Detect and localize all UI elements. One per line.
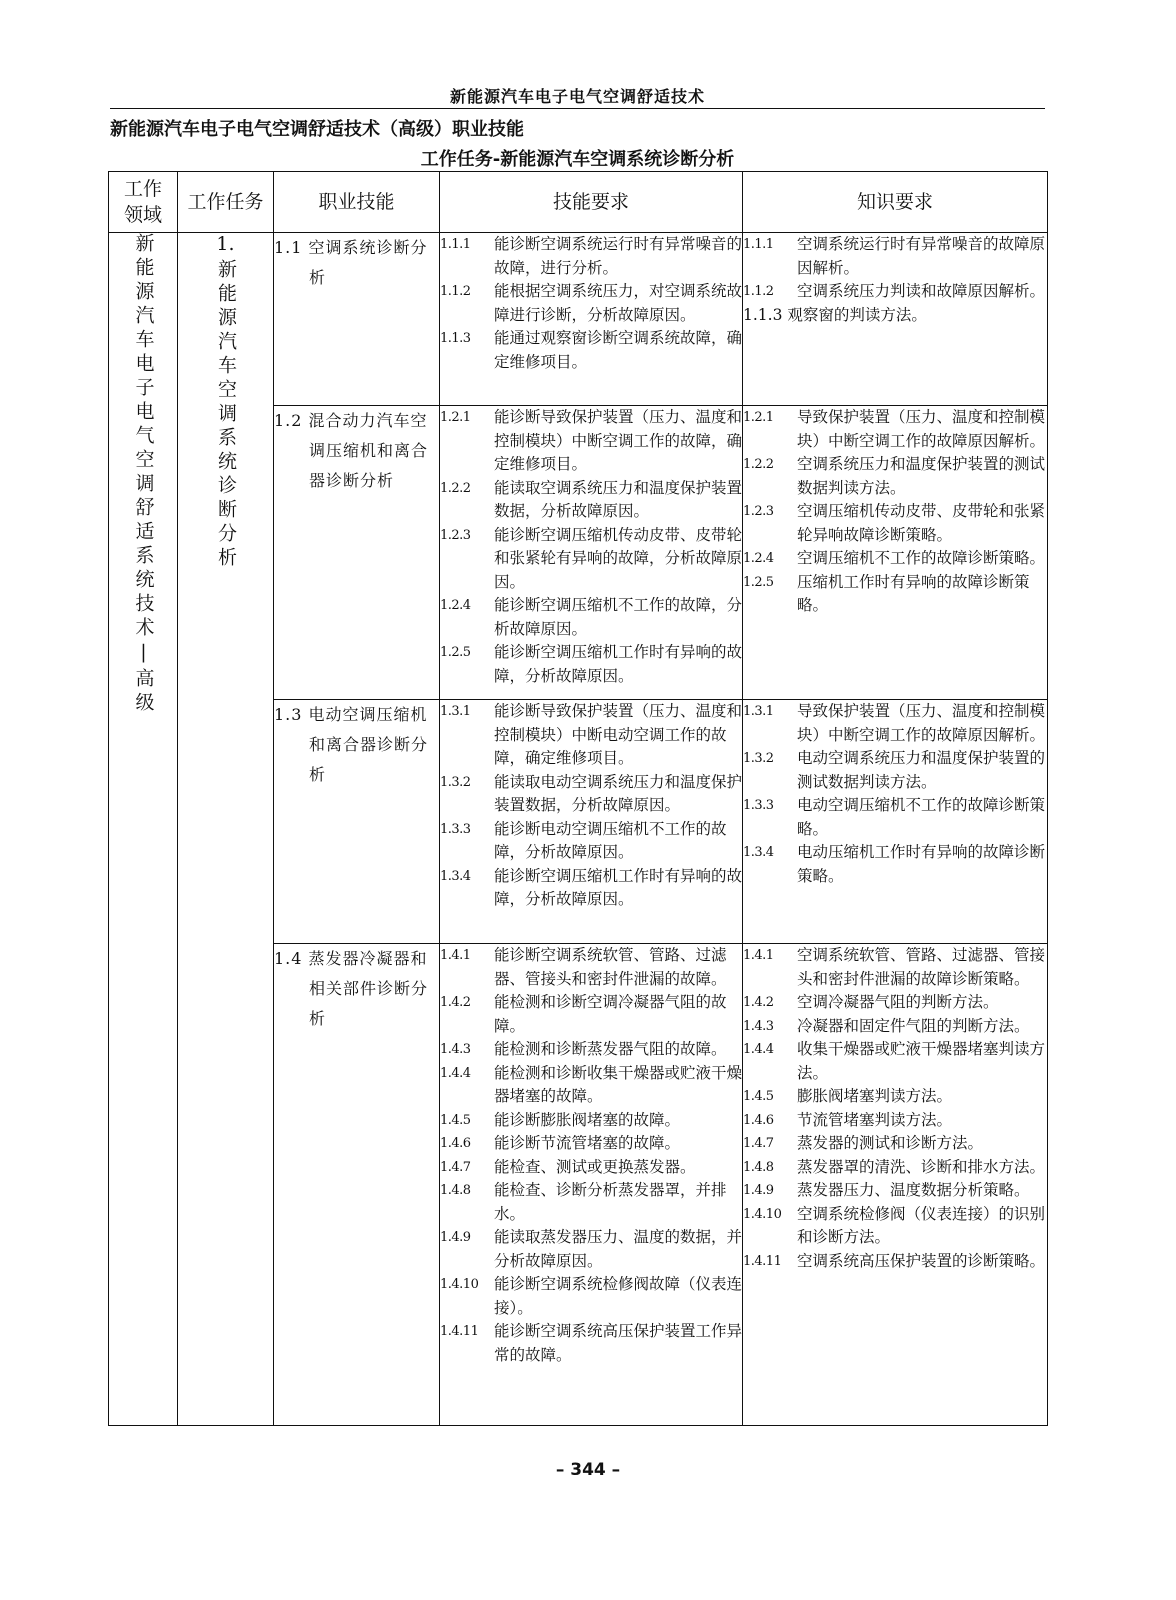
item-text: 能检查、诊断分析蒸发器罩，并排水。 <box>494 1181 727 1223</box>
skills-table <box>108 171 1048 1426</box>
knowledge-requirement-item <box>743 700 1047 747</box>
item-number: 1.4.9 <box>440 1230 471 1245</box>
item-number: 1.2.1 <box>743 410 774 425</box>
knowledge-requirement-item <box>743 991 1047 1015</box>
skill-requirement-item <box>440 641 742 688</box>
skill-requirement-item <box>440 477 742 524</box>
knowledge-requirement-item <box>743 1085 1047 1109</box>
item-number: 1.2.5 <box>440 645 471 660</box>
knowledge-requirements-cell <box>743 944 1048 1426</box>
header-skill: 职业技能 <box>274 172 440 233</box>
item-text: 能诊断空调压缩机不工作的故障，分析故障原因。 <box>494 596 743 638</box>
item-number: 1.3.3 <box>743 798 774 813</box>
item-number: 1.2.2 <box>743 457 774 472</box>
item-number: 1.2.4 <box>743 551 774 566</box>
item-text: 空调冷凝器气阻的判断方法。 <box>797 993 999 1011</box>
table-header-row <box>109 172 1048 233</box>
vocational-skill-text: 1.4 蒸发器冷凝器和相关部件诊断分析 <box>274 949 429 1028</box>
knowledge-requirement-item <box>743 1203 1047 1250</box>
knowledge-requirement-item <box>743 794 1047 841</box>
knowledge-requirement-item <box>743 233 1047 280</box>
item-number: 1.3.3 <box>440 821 471 837</box>
skill-requirement-item <box>440 280 742 327</box>
skill-requirement-item <box>440 327 742 374</box>
skill-requirement-item <box>440 1132 742 1156</box>
item-text: 电动空调系统压力和温度保护装置的测试数据判读方法。 <box>797 749 1046 791</box>
item-text: 空调系统高压保护装置的诊断策略。 <box>797 1251 1046 1270</box>
knowledge-requirement-item <box>743 547 1047 571</box>
item-text: 收集干燥器或贮液干燥器堵塞判读方法。 <box>797 1040 1046 1082</box>
header-skill-requirements: 技能要求 <box>440 172 743 233</box>
item-text: 能根据空调系统压力，对空调系统故障进行诊断，分析故障原因。 <box>494 282 743 324</box>
item-text: 能通过观察窗诊断空调系统故障，确定维修项目。 <box>494 329 743 371</box>
item-number: 1.4.8 <box>440 1183 471 1198</box>
vocational-skill-cell <box>274 233 440 406</box>
skill-requirement-item <box>440 700 742 771</box>
skill-requirement-item <box>440 1062 742 1109</box>
skill-requirement-item <box>440 524 742 595</box>
item-number: 1.4.4 <box>440 1065 471 1081</box>
skill-requirement-item <box>440 1156 742 1180</box>
knowledge-requirement-item <box>743 571 1047 618</box>
work-domain-cell <box>109 233 178 1426</box>
item-text: 压缩机工作时有异响的故障诊断策略。 <box>797 572 1030 614</box>
item-text: 能检查、测试或更换蒸发器。 <box>494 1157 696 1176</box>
item-number: 1.2.5 <box>743 574 774 590</box>
skill-requirement-item <box>440 1038 742 1062</box>
document-title: 新能源汽车电子电气空调舒适技术（高级）职业技能 <box>110 119 524 140</box>
item-text: 能读取空调系统压力和温度保护装置数据，分析故障原因。 <box>494 478 743 520</box>
item-number: 1.3.4 <box>743 845 774 860</box>
item-text: 能诊断导致保护装置（压力、温度和控制模块）中断电动空调工作的故障，确定维修项目。 <box>494 702 743 767</box>
item-text: 能诊断导致保护装置（压力、温度和控制模块）中断空调工作的故障，确定维修项目。 <box>494 408 743 473</box>
running-header: 新能源汽车电子电气空调舒适技术 <box>449 87 705 106</box>
knowledge-requirement-item <box>743 453 1047 500</box>
item-number: 1.4.10 <box>440 1277 479 1292</box>
header-rule <box>110 108 1045 109</box>
knowledge-requirement-item <box>743 1015 1047 1039</box>
item-text: 空调系统运行时有异常噪音的故障原因解析。 <box>797 235 1046 277</box>
item-number: 1.4.1 <box>743 948 774 963</box>
skill-requirement-item <box>440 233 742 280</box>
vocational-skill-text: 1.2 混合动力汽车空调压缩机和离合器诊断分析 <box>274 411 429 490</box>
item-text: 空调压缩机传动皮带、皮带轮和张紧轮异响故障诊断策略。 <box>797 502 1046 544</box>
item-text: 电动空调压缩机不工作的故障诊断策略。 <box>797 796 1046 838</box>
item-number: 1.4.4 <box>743 1042 774 1057</box>
item-text: 能检测和诊断蒸发器气阻的故障。 <box>494 1040 727 1058</box>
knowledge-requirement-item <box>743 1156 1047 1180</box>
skill-requirement-item <box>440 944 742 991</box>
work-task-cell <box>178 233 274 1426</box>
skill-requirement-item <box>440 1320 742 1367</box>
knowledge-requirement-item <box>743 1250 1047 1274</box>
work-domain-text: 新能源汽车电子电气空调舒适系统技术|高级 <box>132 233 155 716</box>
item-text: 导致保护装置（压力、温度和控制模块）中断空调工作的故障原因解析。 <box>797 408 1046 450</box>
knowledge-requirement-item <box>743 1038 1047 1085</box>
vocational-skill-text: 1.3 电动空调压缩机和离合器诊断分析 <box>274 705 429 784</box>
knowledge-requirements-cell <box>743 233 1048 406</box>
knowledge-requirement-item <box>743 500 1047 547</box>
item-text: 节流管堵塞判读方法。 <box>797 1110 953 1129</box>
item-text: 空调系统软管、管路、过滤器、管接头和密封件泄漏的故障诊断策略。 <box>797 946 1046 988</box>
item-text: 能诊断节流管堵塞的故障。 <box>494 1134 681 1152</box>
item-text: 蒸发器的测试和诊断方法。 <box>797 1134 984 1152</box>
item-number: 1.4.2 <box>440 995 471 1010</box>
item-number: 1.2.1 <box>440 410 471 425</box>
vocational-skill-cell <box>274 944 440 1426</box>
skill-requirement-item <box>440 865 742 912</box>
item-number: 1.4.11 <box>743 1253 782 1269</box>
item-text: 能读取蒸发器压力、温度的数据，并分析故障原因。 <box>494 1228 743 1270</box>
item-text: 能诊断空调压缩机工作时有异响的故障，分析故障原因。 <box>494 866 743 908</box>
item-number: 1.2.2 <box>440 480 471 496</box>
item-number: 1.3.1 <box>440 704 471 719</box>
item-number: 1.4.10 <box>743 1206 782 1222</box>
skill-requirements-cell <box>440 944 743 1426</box>
item-number: 1.2.3 <box>440 527 471 543</box>
item-number: 1.3.2 <box>440 774 471 790</box>
item-text: 能读取电动空调系统压力和温度保护装置数据，分析故障原因。 <box>494 772 743 814</box>
skill-requirements-cell <box>440 700 743 944</box>
skill-requirement-item <box>440 771 742 818</box>
item-number: 1.4.3 <box>440 1042 471 1057</box>
item-text: 冷凝器和固定件气阻的判断方法。 <box>797 1016 1030 1035</box>
item-text: 能诊断膨胀阀堵塞的故障。 <box>494 1110 681 1129</box>
skill-requirement-item <box>440 991 742 1038</box>
work-task-text: 新能源汽车空调系统诊断分析 <box>215 259 237 571</box>
item-number: 1.1.2 <box>440 284 471 299</box>
item-text: 1.1.3 观察窗的判读方法。 <box>743 305 927 324</box>
skill-requirement-item <box>440 1226 742 1273</box>
header-task: 工作任务 <box>178 172 274 233</box>
knowledge-requirements-cell <box>743 700 1048 944</box>
item-number: 1.1.1 <box>440 237 471 252</box>
skill-requirement-item <box>440 818 742 865</box>
item-text: 能诊断空调系统运行时有异常噪音的故障，进行分析。 <box>494 235 743 277</box>
item-text: 空调系统检修阀（仪表连接）的识别和诊断方法。 <box>797 1204 1046 1246</box>
vocational-skill-cell <box>274 406 440 700</box>
item-number: 1.3.1 <box>743 704 774 719</box>
item-text: 能检测和诊断空调冷凝器气阻的故障。 <box>494 993 727 1035</box>
knowledge-requirement-item <box>743 280 1047 304</box>
skill-requirements-cell <box>440 406 743 700</box>
knowledge-requirement-item <box>743 304 1047 328</box>
item-number: 1.4.7 <box>440 1159 471 1175</box>
skill-requirement-item <box>440 594 742 641</box>
item-text: 空调压缩机不工作的故障诊断策略。 <box>797 549 1046 567</box>
item-number: 1.4.2 <box>743 995 774 1010</box>
item-text: 能诊断空调压缩机工作时有异响的故障，分析故障原因。 <box>494 643 743 685</box>
knowledge-requirement-item <box>743 1109 1047 1133</box>
header-knowledge-requirements: 知识要求 <box>743 172 1048 233</box>
skill-requirement-item <box>440 1179 742 1226</box>
vocational-skill-cell <box>274 700 440 944</box>
table-row <box>109 233 1048 406</box>
item-text: 导致保护装置（压力、温度和控制模块）中断空调工作的故障原因解析。 <box>797 702 1046 744</box>
item-number: 1.1.1 <box>743 237 774 252</box>
item-number: 1.4.8 <box>743 1159 774 1175</box>
item-number: 1.4.5 <box>440 1112 471 1128</box>
item-number: 1.4.1 <box>440 948 471 963</box>
item-number: 1.3.4 <box>440 868 471 884</box>
item-number: 1.4.11 <box>440 1324 479 1339</box>
item-number: 1.4.6 <box>440 1136 471 1151</box>
knowledge-requirement-item <box>743 1132 1047 1156</box>
item-number: 1.4.6 <box>743 1112 774 1128</box>
item-text: 能诊断空调系统检修阀故障（仪表连接）。 <box>494 1275 743 1317</box>
item-text: 能诊断电动空调压缩机不工作的故障，分析故障原因。 <box>494 819 727 861</box>
item-text: 能诊断空调系统高压保护装置工作异常的故障。 <box>494 1322 743 1364</box>
skill-requirement-item <box>440 1273 742 1320</box>
item-number: 1.2.3 <box>743 504 774 519</box>
item-number: 1.1.2 <box>743 284 774 299</box>
item-text: 空调系统压力和温度保护装置的测试数据判读方法。 <box>797 455 1046 497</box>
item-text: 蒸发器压力、温度数据分析策略。 <box>797 1181 1030 1199</box>
item-number: 1.4.5 <box>743 1089 774 1104</box>
knowledge-requirement-item <box>743 944 1047 991</box>
item-number: 1.4.3 <box>743 1018 774 1034</box>
document-subtitle: 工作任务-新能源汽车空调系统诊断分析 <box>420 149 735 170</box>
skill-requirements-cell <box>440 233 743 406</box>
item-text: 空调系统压力判读和故障原因解析。 <box>797 282 1046 300</box>
item-text: 能诊断空调压缩机传动皮带、皮带轮和张紧轮有异响的故障，分析故障原因。 <box>494 525 743 591</box>
skill-requirement-item <box>440 406 742 477</box>
item-number: 1.1.3 <box>440 331 471 346</box>
item-text: 能检测和诊断收集干燥器或贮液干燥器堵塞的故障。 <box>494 1063 743 1105</box>
page-number: – 344 – <box>555 1460 621 1480</box>
knowledge-requirement-item <box>743 747 1047 794</box>
work-task-number: 1. <box>216 233 235 255</box>
item-text: 能诊断空调系统软管、管路、过滤器、管接头和密封件泄漏的故障。 <box>494 946 727 988</box>
knowledge-requirement-item <box>743 1179 1047 1203</box>
item-text: 膨胀阀堵塞判读方法。 <box>797 1087 953 1105</box>
item-number: 1.2.4 <box>440 598 471 613</box>
knowledge-requirement-item <box>743 841 1047 888</box>
item-number: 1.3.2 <box>743 751 774 766</box>
knowledge-requirement-item <box>743 406 1047 453</box>
knowledge-requirements-cell <box>743 406 1048 700</box>
item-text: 蒸发器罩的清洗、诊断和排水方法。 <box>797 1157 1046 1176</box>
item-number: 1.4.7 <box>743 1136 774 1151</box>
item-text: 电动压缩机工作时有异响的故障诊断策略。 <box>797 843 1046 885</box>
item-number: 1.4.9 <box>743 1183 774 1198</box>
skill-requirement-item <box>440 1109 742 1133</box>
header-domain: 工作 领域 <box>109 172 178 233</box>
vocational-skill-text: 1.1 空调系统诊断分析 <box>274 238 428 287</box>
